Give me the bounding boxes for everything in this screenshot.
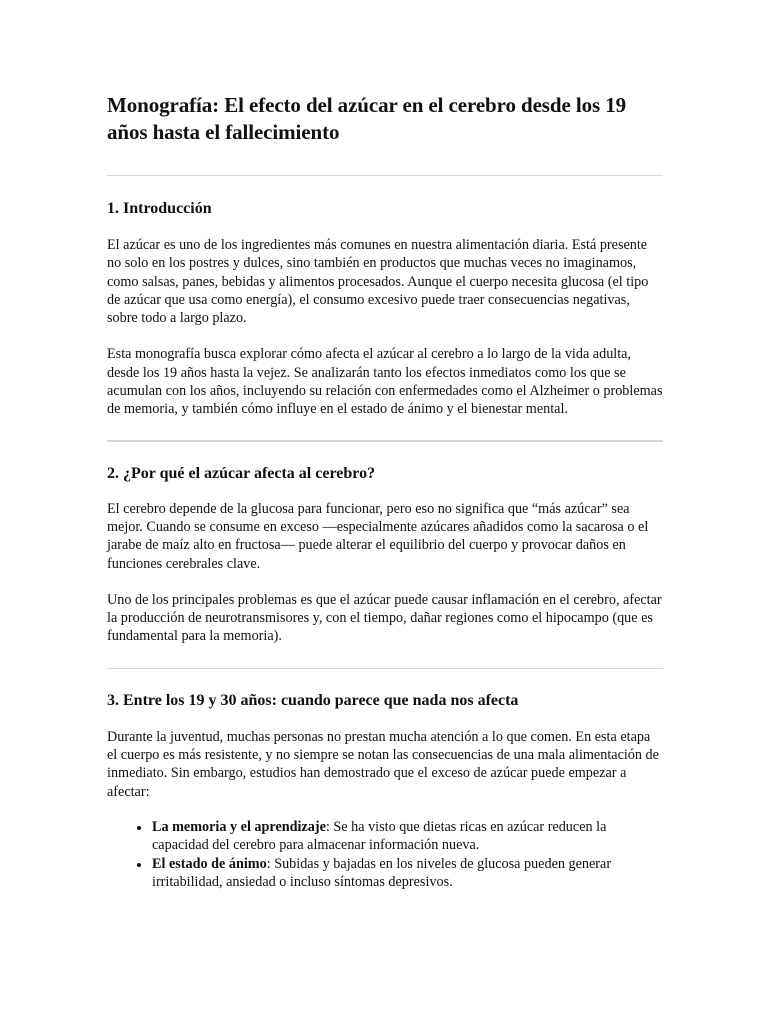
section-introduction xyxy=(107,199,663,419)
list-item xyxy=(151,855,663,892)
bullet-term: El estado de ánimo xyxy=(152,855,267,872)
section-heading: 3. Entre los 19 y 30 años: cuando parece que nada nos afecta xyxy=(107,691,519,709)
divider xyxy=(107,440,663,442)
divider xyxy=(107,668,663,669)
document-title: Monografía: El efecto del azúcar en el cerebro desde los 19 años hasta el fallecimiento xyxy=(107,93,626,144)
bullet-text: : Se ha visto que dietas ricas en azúcar reducen la capacidad del cerebro para almacenar información nueva. xyxy=(152,818,607,854)
divider xyxy=(107,175,663,176)
paragraph: El azúcar es uno de los ingredientes más comunes en nuestra alimentación diaria. Está presente no solo en los postres y dulces, sino también en productos que muchas veces no imaginamos, como salsas, panes, bebidas y alimentos procesados. Aunque el cuerpo necesita glucosa (el tipo de azúcar que usa como energía), el consumo excesivo puede traer consecuencias negativas, sobre todo a largo plazo. xyxy=(107,237,649,327)
bullet-list xyxy=(107,818,663,891)
section-ages-19-30 xyxy=(107,691,663,891)
document-page xyxy=(107,92,663,891)
paragraph: Esta monografía busca explorar cómo afecta el azúcar al cerebro a lo largo de la vida adulta, desde los 19 años hasta la vejez. Se analizarán tanto los efectos inmediatos como los que se acumulan con los años, incluyendo su relación con enfermedades como el Alzheimer o problemas de memoria, y también cómo influye en el estado de ánimo y el bienestar mental. xyxy=(107,346,663,418)
bullet-term: La memoria y el aprendizaje xyxy=(152,818,326,835)
section-heading: 1. Introducción xyxy=(107,200,212,217)
section-why-sugar-affects-brain xyxy=(107,464,663,646)
list-item xyxy=(151,818,663,855)
paragraph: Uno de los principales problemas es que el azúcar puede causar inflamación en el cerebro, afectar la producción de neurotransmisores y, con el tiempo, dañar regiones como el hipocampo (que es fundamental para la memoria). xyxy=(107,591,662,645)
bullet-text: : Subidas y bajadas en los niveles de glucosa pueden generar irritabilidad, ansiedad o incluso síntomas depresivos. xyxy=(152,855,612,890)
paragraph: Durante la juventud, muchas personas no prestan mucha atención a lo que comen. En esta etapa el cuerpo es más resistente, y no siempre se notan las consecuencias de una mala alimentación de inmediato. Sin embargo, estudios han demostrado que el exceso de azúcar puede empezar a afectar: xyxy=(107,728,659,800)
paragraph: El cerebro depende de la glucosa para funcionar, pero eso no significa que “más azúcar” sea mejor. Cuando se consume en exceso —especialmente azúcares añadidos como la sacarosa o el jarabe de maíz alto en fructosa— puede alterar el equilibrio del cuerpo y provocar daños en funciones cerebrales clave. xyxy=(107,500,649,572)
section-heading: 2. ¿Por qué el azúcar afecta al cerebro? xyxy=(107,464,376,482)
